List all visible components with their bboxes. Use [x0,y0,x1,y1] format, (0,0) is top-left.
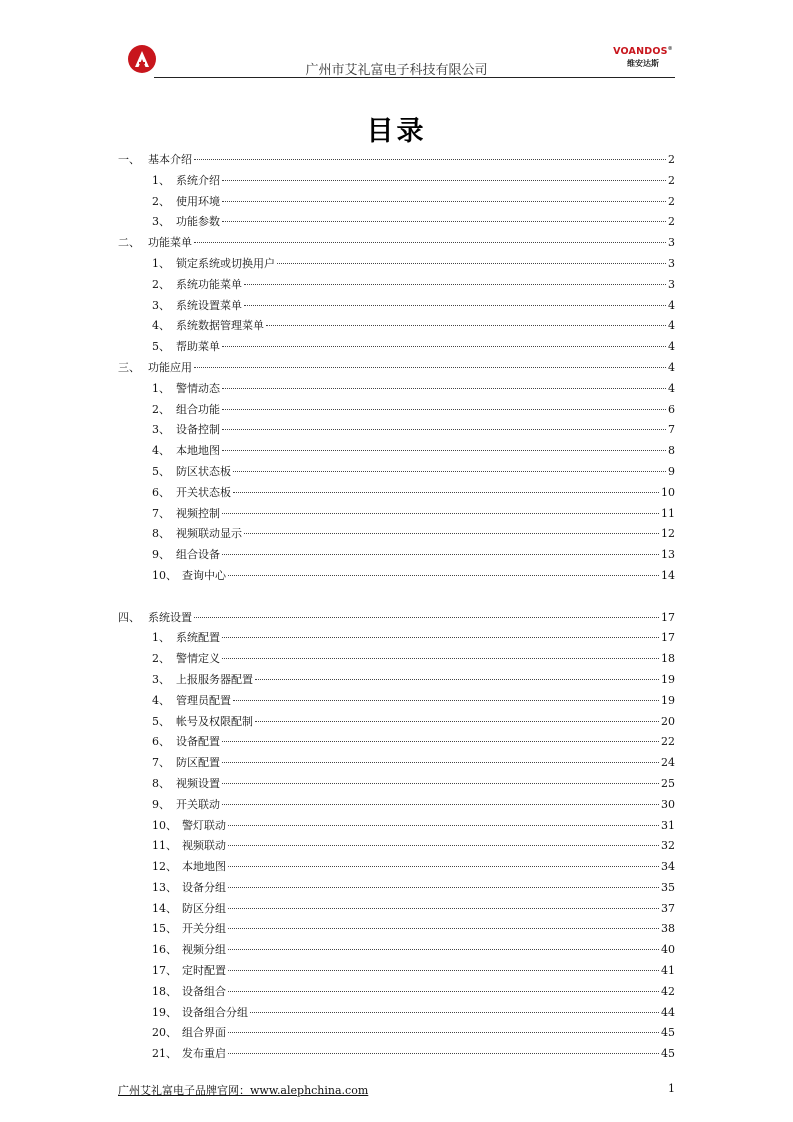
toc-entry-page: 3 [668,256,675,270]
toc-entry-number: 8、 [152,527,170,541]
toc-entry[interactable] [118,379,675,400]
toc-entry[interactable] [118,670,675,691]
toc-entry-label: 系统功能菜单 [176,277,242,291]
toc-entry-label: 警情动态 [176,381,220,395]
toc-entry[interactable] [118,212,675,233]
toc-entry-number: 4、 [152,444,170,458]
toc-dot-leader [222,804,659,805]
toc-entry-number: 18、 [152,984,177,998]
toc-entry-number: 2、 [152,194,170,208]
toc-entry-number: 3、 [152,423,170,437]
toc-dot-leader [222,762,659,763]
toc-entry-page: 31 [661,818,675,832]
toc-dot-leader [194,242,666,243]
toc-entry-page: 9 [668,464,675,478]
toc-entry[interactable] [118,816,675,837]
toc-entry[interactable] [118,337,675,358]
toc-dot-leader [222,658,659,659]
toc-entry-label: 管理员配置 [176,693,231,707]
toc-entry[interactable] [118,296,675,317]
toc-entry-page: 19 [661,693,675,707]
toc-entry-page: 2 [668,153,675,166]
toc-entry-page: 12 [661,527,675,541]
toc-dot-leader [222,346,666,347]
toc-entry-label: 查询中心 [182,568,226,582]
toc-entry-number: 21、 [152,1047,177,1061]
toc-entry-number: 11、 [152,839,177,853]
toc-entry-label: 视频设置 [176,776,220,790]
toc-entry[interactable] [118,961,675,982]
toc-entry[interactable] [118,857,675,878]
toc-entry-number: 三、 [118,360,140,374]
toc-entry-number: 5、 [152,714,170,728]
toc-entry-page: 40 [661,943,675,957]
toc-entry-page: 30 [661,797,675,811]
toc-entry-number: 19、 [152,1005,177,1019]
page-footer [118,1082,675,1098]
toc-entry-page: 38 [661,922,675,936]
toc-entry-number: 7、 [152,506,170,520]
toc-entry-label: 定时配置 [182,964,226,978]
toc-dot-leader [194,159,666,160]
toc-entry-number: 2、 [152,277,170,291]
toc-entry-label: 系统数据管理菜单 [176,319,264,333]
brand-en: VOANDOS [613,46,668,58]
toc-entry[interactable] [118,420,675,441]
toc-entry[interactable] [118,982,675,1003]
toc-entry-label: 使用环境 [176,194,220,208]
toc-entry-label: 警灯联动 [182,818,226,832]
toc-entry-label: 设备组合分组 [182,1005,248,1019]
toc-entry[interactable] [118,899,675,920]
toc-entry-number: 20、 [152,1026,177,1040]
toc-entry-label: 功能菜单 [148,236,192,250]
toc-entry[interactable] [118,608,675,629]
toc-entry-page: 35 [661,880,675,894]
toc-entry-label: 本地地图 [176,444,220,458]
toc-entry-number: 14、 [152,901,177,915]
toc-entry-label: 系统设置 [148,610,192,624]
toc-entry[interactable] [118,192,675,213]
toc-entry-label: 基本介绍 [148,153,192,166]
toc-entry-number: 1、 [152,381,170,395]
toc-entry[interactable] [118,545,675,566]
toc-entry-number: 9、 [152,548,170,562]
toc-entry[interactable] [118,275,675,296]
toc-entry-page: 44 [661,1005,675,1019]
registered-mark: ® [667,46,673,52]
toc-entry-label: 帮助菜单 [176,340,220,354]
toc-entry-label: 警情定义 [176,652,220,666]
brand-logo [611,46,675,69]
toc-entry-label: 防区状态板 [176,464,231,478]
toc-entry[interactable] [118,691,675,712]
toc-entry-number: 15、 [152,922,177,936]
toc-dot-leader [228,928,659,929]
toc-entry[interactable] [118,878,675,899]
toc-entry-number: 3、 [152,215,170,229]
toc-entry[interactable] [118,400,675,421]
toc-entry-page: 37 [661,901,675,915]
toc-entry-page: 18 [661,652,675,666]
toc-entry-label: 视频分组 [182,943,226,957]
table-of-contents [118,150,675,1065]
page-title: 目录 [366,116,427,147]
header-divider [154,77,675,78]
toc-dot-leader [194,617,659,618]
toc-entry[interactable] [118,316,675,337]
toc-entry-page: 2 [668,173,675,187]
toc-entry-page: 4 [668,381,675,395]
toc-entry[interactable] [118,732,675,753]
toc-entry[interactable] [118,628,675,649]
toc-entry-label: 锁定系统或切换用户 [176,256,275,270]
toc-entry-number: 1、 [152,173,170,187]
toc-entry-page: 4 [668,360,675,374]
toc-entry-label: 组合功能 [176,402,220,416]
toc-entry-page: 19 [661,672,675,686]
toc-entry-label: 视频控制 [176,506,220,520]
toc-entry-label: 组合界面 [182,1026,226,1040]
toc-entry-label: 开关分组 [182,922,226,936]
toc-entry-label: 开关联动 [176,797,220,811]
toc-entry-page: 3 [668,236,675,250]
toc-dot-leader [222,450,666,451]
toc-entry-page: 3 [668,277,675,291]
toc-entry[interactable] [118,233,675,254]
toc-entry-label: 系统介绍 [176,173,220,187]
toc-dot-leader [222,554,659,555]
toc-dot-leader [222,221,666,222]
footer-page-number: 1 [668,1082,675,1095]
toc-entry-page: 4 [668,340,675,354]
toc-entry-page: 45 [661,1047,675,1061]
footer-website-link[interactable]: 广州艾礼富电子品牌官网：www.alephchina.com [118,1084,369,1097]
toc-dot-leader [266,325,666,326]
toc-dot-leader [244,284,666,285]
toc-entry-label: 设备控制 [176,423,220,437]
toc-entry-page: 17 [661,610,675,624]
toc-entry-number: 1、 [152,631,170,645]
toc-entry-page: 8 [668,444,675,458]
toc-entry-label: 组合设备 [176,548,220,562]
toc-entry[interactable] [118,358,675,379]
page-header [118,40,675,78]
toc-dot-leader [233,471,666,472]
toc-dot-leader [222,783,659,784]
toc-entry[interactable] [118,649,675,670]
toc-entry-page: 2 [668,194,675,208]
toc-dot-leader [255,679,659,680]
toc-entry-label: 防区配置 [176,756,220,770]
toc-entry-page: 20 [661,714,675,728]
toc-dot-leader [222,201,666,202]
toc-entry-page: 7 [668,423,675,437]
toc-entry[interactable] [118,1023,675,1044]
toc-entry-number: 17、 [152,964,177,978]
toc-entry-page: 11 [661,506,675,520]
toc-dot-leader [228,991,659,992]
toc-entry-page: 4 [668,298,675,312]
toc-entry-label: 功能参数 [176,215,220,229]
toc-entry-number: 2、 [152,402,170,416]
toc-entry[interactable] [118,441,675,462]
toc-entry-label: 设备配置 [176,735,220,749]
toc-entry-label: 系统配置 [176,631,220,645]
toc-entry-page: 32 [661,839,675,853]
toc-dot-leader [250,1012,659,1013]
toc-dot-leader [255,721,659,722]
toc-entry-number: 二、 [118,236,140,250]
toc-entry[interactable] [118,254,675,275]
toc-entry-label: 开关状态板 [176,485,231,499]
toc-entry-number: 6、 [152,735,170,749]
toc-entry-number: 4、 [152,319,170,333]
toc-dot-leader [244,305,666,306]
toc-dot-leader [228,949,659,950]
toc-entry-page: 42 [661,984,675,998]
toc-entry-page: 41 [661,964,675,978]
toc-entry-page: 6 [668,402,675,416]
toc-dot-leader [194,367,666,368]
toc-dot-leader [228,1032,659,1033]
toc-entry-number: 10、 [152,818,177,832]
toc-dot-leader [222,180,666,181]
toc-entry-label: 上报服务器配置 [176,672,253,686]
toc-entry-page: 25 [661,776,675,790]
toc-dot-leader [222,513,659,514]
toc-entry-number: 一、 [118,153,140,166]
toc-entry[interactable] [118,566,675,587]
toc-entry-number: 8、 [152,776,170,790]
toc-entry[interactable] [118,753,675,774]
toc-entry-number: 4、 [152,693,170,707]
toc-entry[interactable] [118,150,675,171]
toc-entry-number: 5、 [152,464,170,478]
toc-entry-number: 3、 [152,298,170,312]
toc-entry-number: 12、 [152,860,177,874]
toc-entry-page: 17 [661,631,675,645]
toc-entry-page: 34 [661,860,675,874]
toc-entry[interactable] [118,774,675,795]
toc-entry-page: 45 [661,1026,675,1040]
toc-entry-label: 帐号及权限配制 [176,714,253,728]
toc-entry-number: 3、 [152,672,170,686]
toc-entry-page: 22 [661,735,675,749]
toc-entry-page: 2 [668,215,675,229]
toc-dot-leader [228,908,659,909]
toc-dot-leader [233,700,659,701]
toc-entry[interactable] [118,919,675,940]
toc-entry-number: 7、 [152,756,170,770]
toc-dot-leader [222,388,666,389]
toc-dot-leader [233,492,659,493]
toc-entry-number: 13、 [152,880,177,894]
toc-entry[interactable] [118,836,675,857]
toc-dot-leader [228,575,659,576]
toc-dot-leader [222,409,666,410]
toc-dot-leader [222,637,659,638]
toc-dot-leader [228,825,659,826]
toc-entry[interactable] [118,483,675,504]
toc-entry-label: 防区分组 [182,901,226,915]
toc-entry[interactable] [118,1003,675,1024]
toc-dot-leader [228,845,659,846]
toc-entry-label: 视频联动显示 [176,527,242,541]
toc-entry[interactable] [118,524,675,545]
toc-entry-label: 设备组合 [182,984,226,998]
toc-entry-number: 1、 [152,256,170,270]
toc-dot-leader [222,429,666,430]
toc-entry-page: 13 [661,548,675,562]
toc-entry-page: 4 [668,319,675,333]
toc-entry-label: 设备分组 [182,880,226,894]
toc-entry-label: 系统设置菜单 [176,298,242,312]
toc-dot-leader [228,1053,659,1054]
toc-dot-leader [228,887,659,888]
toc-entry[interactable] [118,712,675,733]
toc-entry[interactable] [118,171,675,192]
toc-entry-label: 发布重启 [182,1047,226,1061]
toc-entry-number: 6、 [152,485,170,499]
toc-entry-number: 9、 [152,797,170,811]
toc-entry-label: 本地地图 [182,860,226,874]
toc-entry-number: 四、 [118,610,140,624]
company-name: 广州市艾礼富电子科技有限公司 [305,63,488,78]
toc-entry[interactable] [118,462,675,483]
toc-entry-page: 14 [661,568,675,582]
toc-entry-page: 24 [661,756,675,770]
toc-dot-leader [277,263,666,264]
toc-entry-label: 功能应用 [148,360,192,374]
toc-dot-leader [222,741,659,742]
brand-cn: 维安达斯 [627,58,659,69]
toc-entry-number: 16、 [152,943,177,957]
toc-entry-number: 10、 [152,568,177,582]
toc-entry[interactable] [118,940,675,961]
toc-entry[interactable] [118,504,675,525]
toc-dot-leader [244,533,659,534]
toc-entry-page: 10 [661,485,675,499]
toc-dot-leader [228,866,659,867]
toc-entry-number: 5、 [152,340,170,354]
toc-entry[interactable] [118,795,675,816]
toc-entry[interactable] [118,1044,675,1065]
toc-entry-number: 2、 [152,652,170,666]
toc-entry-label: 视频联动 [182,839,226,853]
toc-dot-leader [228,970,659,971]
